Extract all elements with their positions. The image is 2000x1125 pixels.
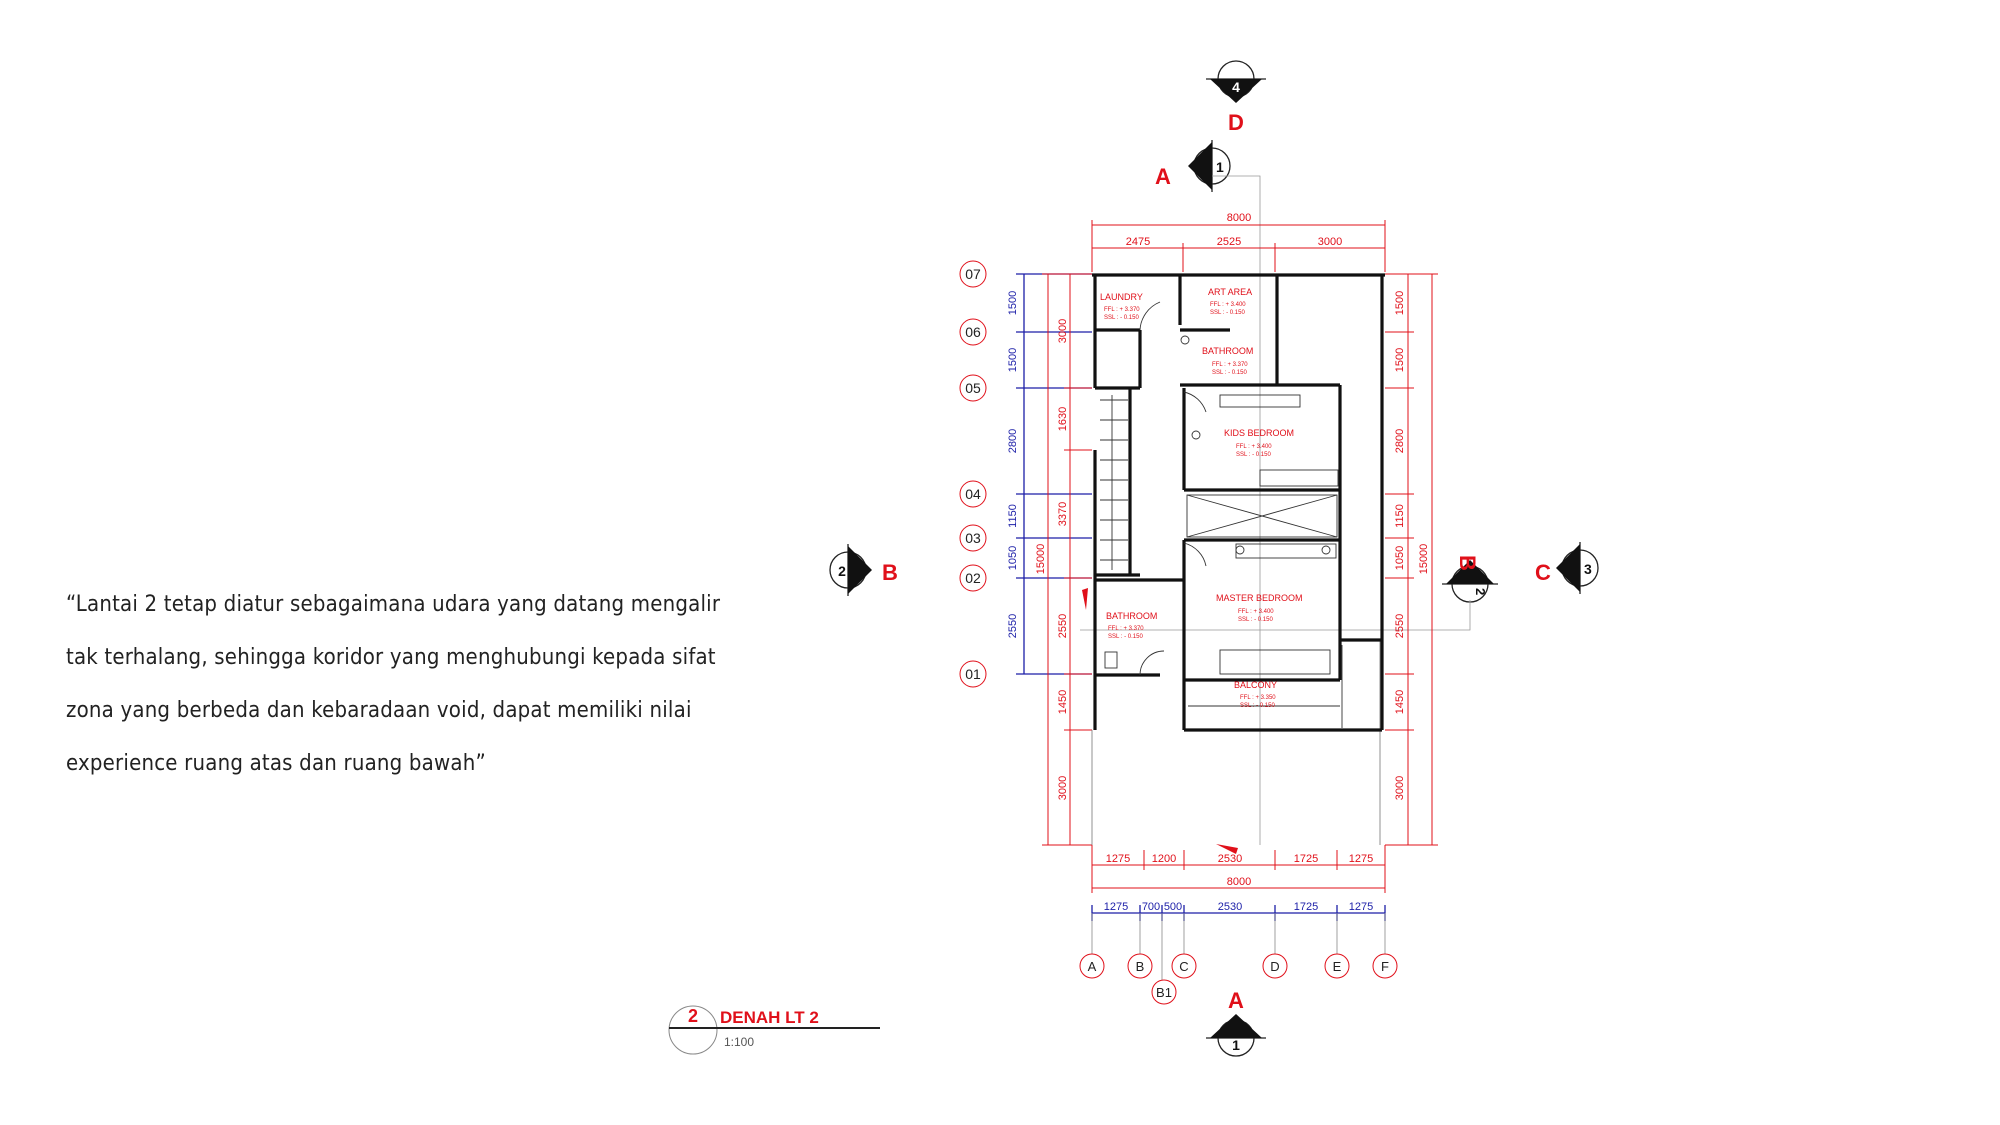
grid-row-label: 01 — [965, 666, 981, 682]
dim-top-seg-1: 2475 — [1125, 236, 1151, 248]
dim-bottom-blue: 1725 — [1293, 901, 1319, 913]
room-name-bathroom-lower: BATHROOM — [1106, 611, 1158, 621]
dim-bottom-blue: 700 — [1141, 901, 1161, 913]
grid-row-label: 05 — [965, 380, 981, 396]
quote-line: tak terhalang, sehingga koridor yang menghubungi kepada sifat — [66, 645, 716, 670]
dim-right: 2800 — [1394, 428, 1406, 454]
section-right-c-number: 3 — [1584, 561, 1592, 577]
grid-row-label: 02 — [965, 570, 981, 586]
dim-right: 2550 — [1394, 613, 1406, 639]
dim-bottom-blue: 2530 — [1217, 901, 1243, 913]
room-ssl: SSL : - 0.150 — [1238, 617, 1273, 623]
grid-col-label: E — [1332, 959, 1342, 974]
section-left-number: 2 — [838, 563, 846, 579]
room-name-art-area: ART AREA — [1208, 287, 1253, 297]
grid-col-label: A — [1087, 959, 1097, 974]
section-top-number: 4 — [1232, 79, 1240, 95]
dimension-right — [1385, 274, 1438, 845]
room-ssl: SSL : - 0.150 — [1236, 452, 1271, 458]
grid-col-label: F — [1381, 959, 1389, 974]
section-bottom-letter: A — [1228, 988, 1244, 1013]
dim-top-seg-3: 3000 — [1317, 236, 1343, 248]
dim-bottom-red: 1725 — [1293, 853, 1319, 865]
section-upper-number: 1 — [1216, 159, 1224, 175]
room-ffl: FFL : + 3.370 — [1212, 362, 1248, 368]
section-right-c-letter: C — [1535, 560, 1551, 585]
grid-row-label: 04 — [965, 486, 981, 502]
section-right-b-letter: B — [1455, 555, 1480, 571]
dimension-left-blue — [1016, 274, 1092, 674]
section-marker-upper — [1155, 140, 1230, 192]
dim-left-red: 3000 — [1057, 775, 1069, 801]
dim-top-seg-2: 2525 — [1216, 236, 1242, 248]
room-ffl: FFL : + 3.370 — [1104, 307, 1140, 313]
room-ffl: FFL : + 3.400 — [1238, 609, 1274, 615]
section-marker-left — [830, 544, 898, 596]
room-ssl: SSL : - 0.150 — [1108, 634, 1143, 640]
dim-bottom-red: 1275 — [1105, 853, 1131, 865]
dim-bottom-red: 1200 — [1151, 853, 1177, 865]
building-plan — [1082, 275, 1385, 845]
dim-bottom-red: 2530 — [1217, 853, 1243, 865]
dim-right: 1150 — [1394, 504, 1406, 528]
room-name-kids-bedroom: KIDS BEDROOM — [1224, 428, 1295, 438]
dim-right-total: 15000 — [1418, 543, 1430, 575]
section-bottom-number: 1 — [1232, 1037, 1240, 1053]
dim-right: 1500 — [1394, 290, 1406, 316]
dim-left-red: 1630 — [1057, 406, 1069, 432]
section-right-b-number: 2 — [1473, 588, 1488, 596]
quote-line: zona yang berbeda dan kebaradaan void, dapat memiliki nilai — [66, 698, 692, 723]
dim-bottom-total: 8000 — [1226, 876, 1252, 888]
dim-right: 1050 — [1394, 545, 1406, 571]
dim-bottom-blue: 500 — [1163, 901, 1183, 913]
room-ssl: SSL : - 0.150 — [1212, 370, 1247, 376]
section-left-letter: B — [882, 560, 898, 585]
dim-left-blue: 2550 — [1007, 613, 1019, 639]
room-ffl: FFL : + 3.370 — [1108, 626, 1144, 632]
quote-line: experience ruang atas dan ruang bawah” — [66, 751, 486, 776]
grid-row-label: 07 — [965, 266, 981, 282]
drawing-title: DENAH LT 2 — [720, 1008, 819, 1027]
room-ssl: SSL : - 0.150 — [1240, 703, 1275, 709]
drawing-scale: 1:100 — [724, 1035, 755, 1049]
grid-col-label-b1: B1 — [1156, 985, 1172, 1000]
section-marker-top — [1206, 61, 1266, 135]
dim-left-blue: 1150 — [1007, 504, 1019, 528]
dim-left-total: 15000 — [1035, 543, 1047, 575]
dim-top-total: 8000 — [1226, 212, 1252, 224]
room-name-laundry: LAUNDRY — [1100, 292, 1143, 302]
room-name-master-bedroom: MASTER BEDROOM — [1216, 593, 1303, 603]
section-upper-letter: A — [1155, 164, 1171, 189]
dim-bottom-blue: 1275 — [1103, 901, 1129, 913]
section-marker-right-b — [1442, 555, 1498, 602]
room-name-balcony: BALCONY — [1234, 680, 1278, 690]
drawing-title-block — [669, 1006, 880, 1054]
dim-left-blue: 1050 — [1007, 545, 1019, 571]
room-ffl: FFL : + 3.350 — [1240, 695, 1276, 701]
dim-right: 3000 — [1394, 775, 1406, 801]
title-number: 2 — [687, 1006, 699, 1026]
dim-left-blue: 1500 — [1007, 290, 1019, 316]
section-marker-right-c — [1535, 542, 1598, 594]
room-name-bathroom-upper: BATHROOM — [1202, 346, 1254, 356]
dimension-left-red — [1042, 274, 1092, 845]
dim-left-red: 3370 — [1057, 501, 1069, 527]
dim-left-red: 1450 — [1057, 689, 1069, 715]
grid-rows — [960, 261, 986, 687]
room-ffl: FFL : + 3.400 — [1210, 302, 1246, 308]
section-top-letter: D — [1228, 110, 1244, 135]
section-marker-bottom — [1206, 988, 1266, 1056]
dim-left-blue: 1500 — [1007, 347, 1019, 373]
grid-col-label: B — [1135, 959, 1145, 974]
dim-right: 1450 — [1394, 689, 1406, 715]
grid-row-label: 06 — [965, 324, 981, 340]
grid-row-label: 03 — [965, 530, 981, 546]
room-ffl: FFL : + 3.400 — [1236, 444, 1272, 450]
dim-bottom-red: 1275 — [1348, 853, 1374, 865]
quote-line: “Lantai 2 tetap diatur sebagaimana udara yang datang mengalir — [66, 592, 721, 617]
dim-left-blue: 2800 — [1007, 428, 1019, 454]
dim-left-red: 2550 — [1057, 613, 1069, 639]
room-ssl: SSL : - 0.150 — [1210, 310, 1245, 316]
grid-col-label: C — [1179, 959, 1189, 974]
room-ssl: SSL : - 0.150 — [1104, 315, 1139, 321]
dim-bottom-blue: 1275 — [1348, 901, 1374, 913]
dim-right: 1500 — [1394, 347, 1406, 373]
dim-left-red: 3000 — [1057, 318, 1069, 344]
grid-col-label: D — [1270, 959, 1280, 974]
